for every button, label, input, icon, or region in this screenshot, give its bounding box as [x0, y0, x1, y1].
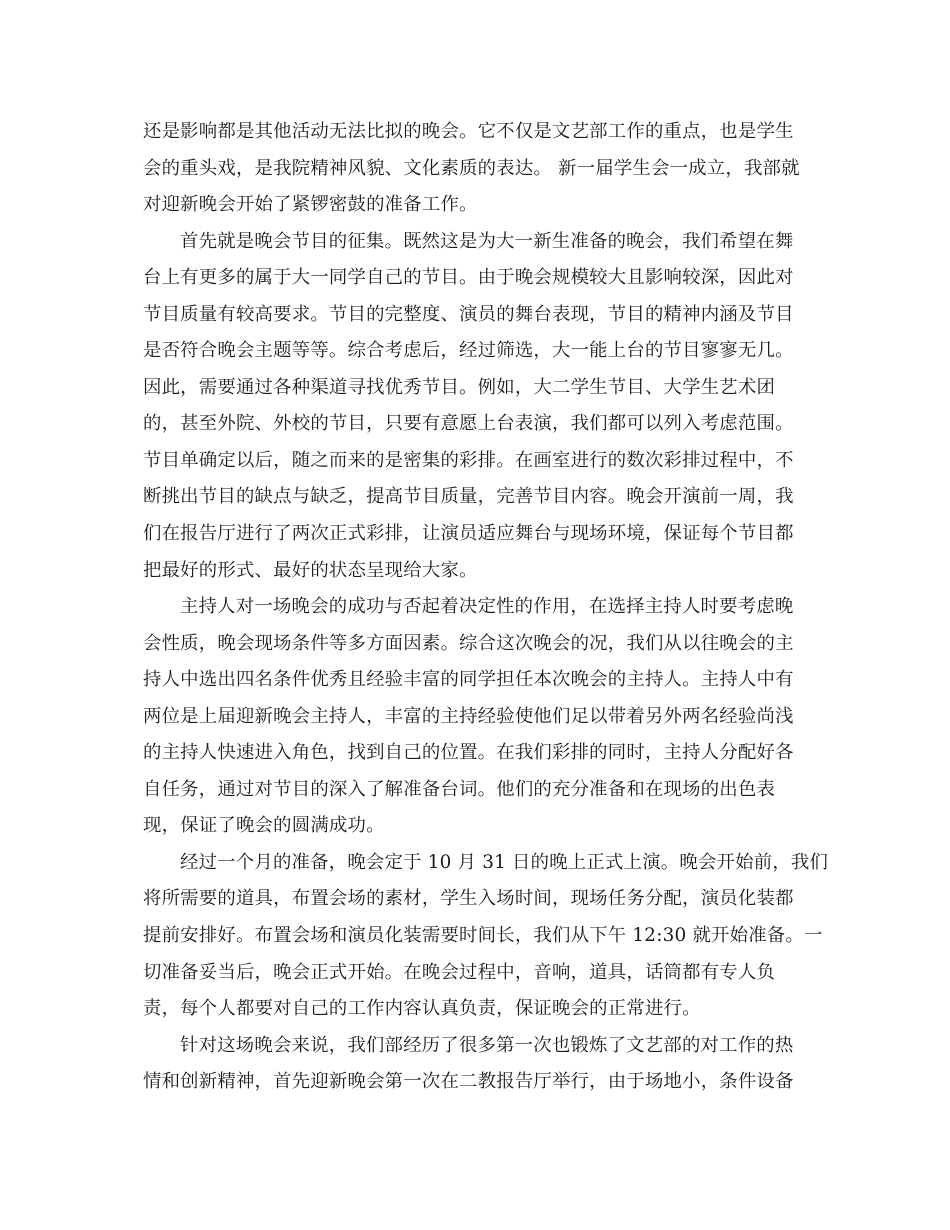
- text-line: 因此，需要通过各种渠道寻找优秀节目。例如，大二学生节目、大学生艺术团: [143, 376, 776, 398]
- text-line: 切准备妥当后，晚会正式开始。在晚会过程中，音响，道具，话筒都有专人负: [143, 961, 776, 983]
- text-line: 断挑出节目的缺点与缺乏，提高节目质量，完善节目内容。晚会开演前一周，我: [143, 486, 794, 508]
- text-line: 将所需要的道具，布置会场的素材，学生入场时间，现场任务分配，演员化装都: [143, 888, 794, 910]
- text-line: 的主持人快速进入角色，找到自己的位置。在我们彩排的同时，主持人分配好各: [143, 742, 794, 764]
- text-line: 会的重头戏，是我院精神风貌、文化素质的表达。 新一届学生会一成立，我部就: [143, 157, 800, 179]
- text-line: 还是影响都是其他活动无法比拟的晚会。它不仅是文艺部工作的重点，也是学生: [143, 121, 794, 142]
- text-line: 们在报告厅进行了两次正式彩排，让演员适应舞台与现场环境，保证每个节目都: [143, 523, 794, 545]
- text-line: 的，甚至外院、外校的节目，只要有意愿上台表演，我们都可以列入考虑范围。: [143, 413, 794, 435]
- text-line: 台上有更多的属于大一同学自己的节目。由于晚会规模较大且影响较深，因此对: [143, 267, 794, 289]
- text-line: 责，每个人都要对自己的工作内容认真负责，保证晚会的正常进行。: [143, 998, 701, 1020]
- text-line: 现，保证了晚会的圆满成功。: [143, 815, 385, 837]
- text-line: 把最好的形式、最好的状态呈现给大家。: [143, 559, 478, 581]
- text-line: 是否符合晚会主题等等。综合考虑后，经过筛选，大一能上台的节目寥寥无几。: [143, 340, 794, 362]
- text-line: 情和创新精神，首先迎新晚会第一次在二教报告厅举行，由于场地小，条件设备: [143, 1071, 794, 1093]
- text-line: 自任务，通过对节目的深入了解准备台词。他们的充分准备和在现场的出色表: [143, 778, 776, 800]
- body-text: [143, 114, 829, 1101]
- text-line: 提前安排好。布置会场和演员化装需要时间长，我们从下午 12:30 就开始准备。一: [143, 925, 823, 947]
- text-line: 会性质，晚会现场条件等多方面因素。综合这次晚会的况，我们从以往晚会的主: [143, 632, 794, 654]
- text-line: 节目单确定以后，随之而来的是密集的彩排。在画室进行的数次彩排过程中，不: [143, 449, 794, 471]
- text-line: 主持人对一场晚会的成功与否起着决定性的作用，在选择主持人时要考虑晚: [180, 596, 794, 618]
- text-line: 对迎新晚会开始了紧锣密鼓的准备工作。: [143, 194, 478, 216]
- text-line: 经过一个月的准备，晚会定于 10 月 31 日的晚上正式上演。晚会开始前，我们: [180, 851, 829, 873]
- text-line: 首先就是晚会节目的征集。既然这是为大一新生准备的晚会，我们希望在舞: [180, 230, 794, 252]
- text-line: 节目质量有较高要求。节目的完整度、演员的舞台表现，节目的精神内涵及节目: [143, 303, 794, 325]
- text-line: 持人中选出四名条件优秀且经验丰富的同学担任本次晚会的主持人。主持人中有: [143, 669, 794, 691]
- text-line: 两位是上届迎新晚会主持人，丰富的主持经验使他们足以带着另外两名经验尚浅: [143, 705, 794, 727]
- text-line: 针对这场晚会来说，我们部经历了很多第一次也锻炼了文艺部的对工作的热: [180, 1034, 794, 1056]
